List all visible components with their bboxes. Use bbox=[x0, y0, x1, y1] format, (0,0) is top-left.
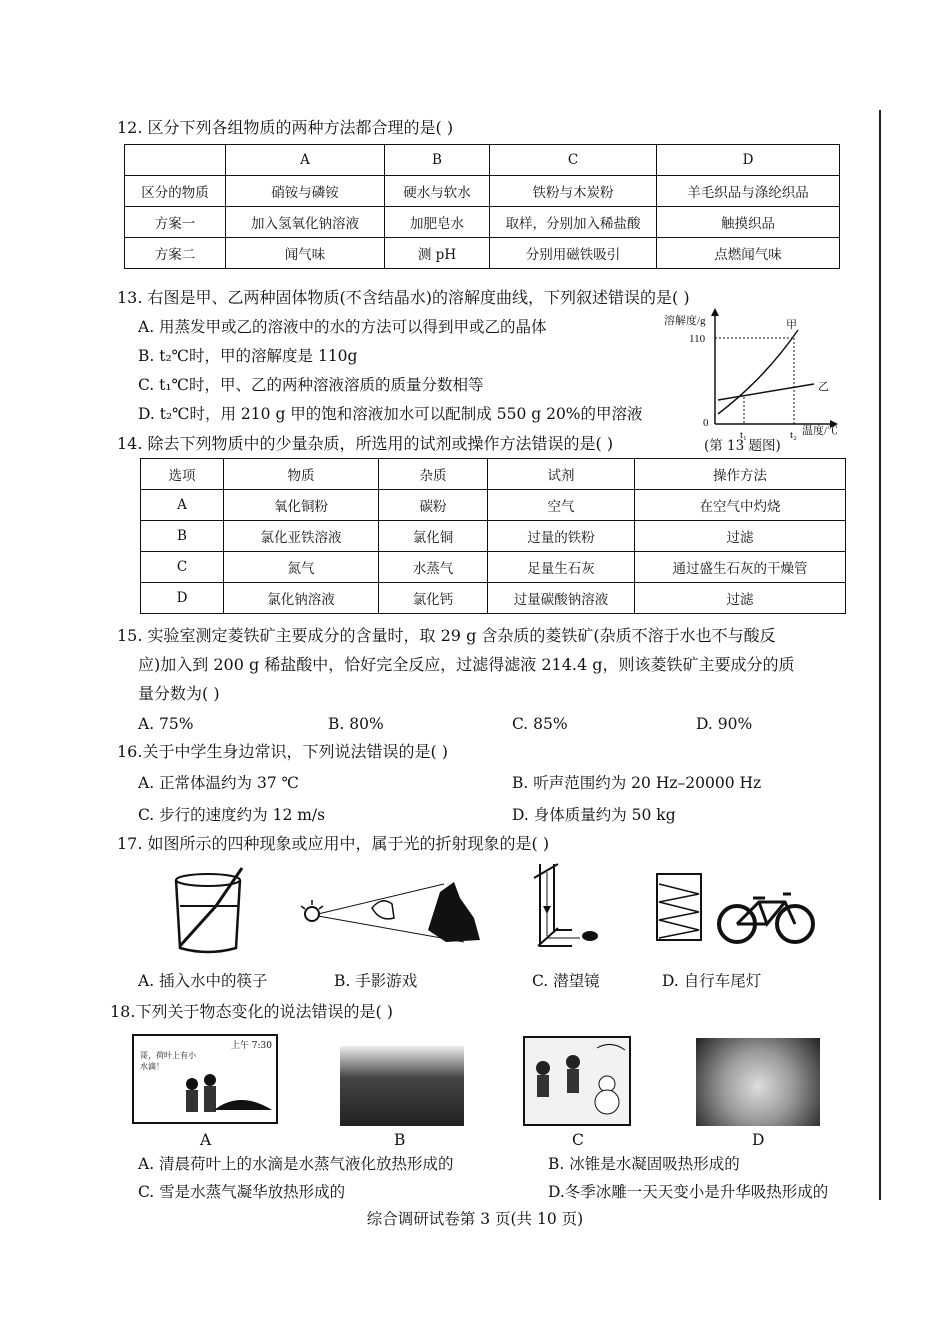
table-cell: 氯化铜 bbox=[379, 521, 488, 552]
table-cell: 杂质 bbox=[379, 459, 488, 490]
table-cell: 闻气味 bbox=[226, 238, 385, 269]
table-row bbox=[141, 521, 846, 552]
page-footer: 综合调研试卷第 3 页(共 10 页) bbox=[366, 1210, 584, 1228]
table-cell: C bbox=[141, 552, 224, 583]
table-cell: 测 pH bbox=[385, 238, 490, 269]
q18-option-d: D.冬季冰雕一天天变小是升华吸热形成的 bbox=[548, 1183, 829, 1201]
table-row bbox=[141, 583, 846, 614]
table-cell: 氮气 bbox=[224, 552, 379, 583]
table-row bbox=[125, 238, 840, 269]
q13-option-a: A. 用蒸发甲或乙的溶液中的水的方法可以得到甲或乙的晶体 bbox=[138, 318, 547, 336]
ice-sculpture-image bbox=[696, 1038, 820, 1126]
table-row bbox=[125, 207, 840, 238]
q18-stem: 18.下列关于物态变化的说法错误的是( ) bbox=[110, 1002, 394, 1021]
q18-option-c: C. 雪是水蒸气凝华放热形成的 bbox=[138, 1183, 346, 1201]
q15-line1: 15. 实验室测定菱铁矿主要成分的含量时，取 29 g 含杂质的菱铁矿(杂质不溶于水也不与酸反 bbox=[117, 626, 776, 645]
table-row bbox=[141, 459, 846, 490]
curve-yi bbox=[718, 384, 814, 400]
snowman-image bbox=[523, 1036, 631, 1126]
table-cell: 选项 bbox=[141, 459, 224, 490]
table-cell: A bbox=[226, 145, 385, 176]
hand-shadow-image bbox=[298, 878, 488, 948]
q16-option-b: B. 听声范围约为 20 Hz–20000 Hz bbox=[512, 774, 762, 792]
x-axis-label: 温度/℃ bbox=[802, 425, 839, 437]
table-row bbox=[125, 145, 840, 176]
table-cell: 碳粉 bbox=[379, 490, 488, 521]
icicle-image bbox=[340, 1046, 464, 1126]
q13-chart-caption: (第 13 题图) bbox=[704, 438, 781, 454]
table-cell: 硬水与软水 bbox=[385, 176, 490, 207]
table-cell: 过量碳酸钠溶液 bbox=[488, 583, 635, 614]
time-label: 上午 7:30 bbox=[230, 1041, 272, 1051]
t1-label: t₁ bbox=[740, 429, 747, 441]
beaker-chopstick-image bbox=[168, 866, 248, 956]
q17-caption-c: C. 潜望镜 bbox=[532, 972, 600, 990]
table-cell: 方案二 bbox=[125, 238, 226, 269]
q15-option-c: C. 85% bbox=[512, 715, 568, 733]
bicycle-reflector-image bbox=[655, 872, 820, 948]
table-cell: 分别用磁铁吸引 bbox=[490, 238, 657, 269]
table-cell: D bbox=[657, 145, 840, 176]
q12-stem: 12. 区分下列各组物质的两种方法都合理的是( ) bbox=[117, 118, 454, 137]
t2-label: t₂ bbox=[790, 429, 797, 441]
series-label-jia: 甲 bbox=[786, 319, 797, 331]
table-row bbox=[125, 176, 840, 207]
table-cell: 铁粉与木炭粉 bbox=[490, 176, 657, 207]
q17-caption-b: B. 手影游戏 bbox=[334, 972, 418, 990]
q13-option-c: C. t₁℃时，甲、乙的两种溶液溶质的质量分数相等 bbox=[138, 376, 484, 394]
table-cell: 水蒸气 bbox=[379, 552, 488, 583]
table-cell: 取样，分别加入稀盐酸 bbox=[490, 207, 657, 238]
table-cell bbox=[125, 145, 226, 176]
table-cell: C bbox=[490, 145, 657, 176]
table-cell: 空气 bbox=[488, 490, 635, 521]
q17-caption-d: D. 自行车尾灯 bbox=[662, 972, 762, 990]
q16-option-d: D. 身体质量约为 50 kg bbox=[512, 806, 676, 824]
q18-img-letter-d: D bbox=[752, 1131, 765, 1149]
table-cell: 方案一 bbox=[125, 207, 226, 238]
table-cell: 加入氢氧化钠溶液 bbox=[226, 207, 385, 238]
table-cell: 氯化亚铁溶液 bbox=[224, 521, 379, 552]
table-cell: B bbox=[385, 145, 490, 176]
table-cell: 羊毛织品与涤纶织品 bbox=[657, 176, 840, 207]
table-cell: 点燃闻气味 bbox=[657, 238, 840, 269]
table-row bbox=[141, 490, 846, 521]
table-cell: 触摸织品 bbox=[657, 207, 840, 238]
q18-img-letter-c: C bbox=[572, 1131, 584, 1149]
table-cell: D bbox=[141, 583, 224, 614]
q18-option-a: A. 清晨荷叶上的水滴是水蒸气液化放热形成的 bbox=[138, 1155, 454, 1173]
table-cell: 操作方法 bbox=[635, 459, 846, 490]
q15-line3: 量分数为( ) bbox=[138, 684, 220, 703]
q14-stem: 14. 除去下列物质中的少量杂质，所选用的试剂或操作方法错误的是( ) bbox=[117, 434, 614, 453]
y-axis-label: 溶解度/g bbox=[664, 315, 706, 327]
q18-option-b: B. 冰锥是水凝固吸热形成的 bbox=[548, 1155, 740, 1173]
q15-option-a: A. 75% bbox=[138, 715, 194, 733]
table-cell: 在空气中灼烧 bbox=[635, 490, 846, 521]
curve-jia bbox=[718, 330, 798, 414]
q15-option-b: B. 80% bbox=[328, 715, 384, 733]
table-cell: 过量的铁粉 bbox=[488, 521, 635, 552]
q17-caption-a: A. 插入水中的筷子 bbox=[138, 972, 268, 990]
dew-lotus-image bbox=[132, 1034, 278, 1124]
q18-img-letter-b: B bbox=[394, 1131, 406, 1149]
table-cell: 过滤 bbox=[635, 583, 846, 614]
q16-stem: 16.关于中学生身边常识，下列说法错误的是( ) bbox=[117, 742, 449, 761]
q14-table bbox=[140, 458, 846, 614]
origin-label: 0 bbox=[703, 417, 709, 429]
y-arrow-icon bbox=[711, 308, 719, 316]
q16-option-a: A. 正常体温约为 37 ℃ bbox=[138, 774, 299, 792]
table-cell: 区分的物质 bbox=[125, 176, 226, 207]
y-tick-110: 110 bbox=[689, 333, 706, 345]
speech-bubble: 哥，荷叶上有小水滴！ bbox=[140, 1051, 196, 1071]
q15-option-d: D. 90% bbox=[696, 715, 753, 733]
q12-table bbox=[124, 144, 840, 269]
periscope-image bbox=[530, 862, 610, 952]
q16-option-c: C. 步行的速度约为 12 m/s bbox=[138, 806, 326, 824]
table-cell: 通过盛生石灰的干燥管 bbox=[635, 552, 846, 583]
q13-stem: 13. 右图是甲、乙两种固体物质(不含结晶水)的溶解度曲线，下列叙述错误的是( ) bbox=[117, 288, 690, 307]
q13-option-b: B. t₂℃时，甲的溶解度是 110g bbox=[138, 347, 358, 365]
series-label-yi: 乙 bbox=[818, 381, 829, 393]
table-cell: 氯化钙 bbox=[379, 583, 488, 614]
q17-stem: 17. 如图所示的四种现象或应用中，属于光的折射现象的是( ) bbox=[117, 834, 550, 853]
q18-img-letter-a: A bbox=[200, 1131, 212, 1149]
table-cell: 氧化铜粉 bbox=[224, 490, 379, 521]
q15-line2: 应)加入到 200 g 稀盐酸中，恰好完全反应，过滤得滤液 214.4 g，则该菱铁矿主要成分的质 bbox=[138, 655, 795, 674]
table-cell: A bbox=[141, 490, 224, 521]
table-cell: 硝铵与磷铵 bbox=[226, 176, 385, 207]
table-cell: 过滤 bbox=[635, 521, 846, 552]
table-cell: 加肥皂水 bbox=[385, 207, 490, 238]
table-cell: 物质 bbox=[224, 459, 379, 490]
table-cell: 氯化钠溶液 bbox=[224, 583, 379, 614]
margin-line bbox=[879, 110, 881, 1200]
table-cell: 足量生石灰 bbox=[488, 552, 635, 583]
table-cell: 试剂 bbox=[488, 459, 635, 490]
table-row bbox=[141, 552, 846, 583]
q13-option-d: D. t₂℃时，用 210 g 甲的饱和溶液加水可以配制成 550 g 20%的甲溶液 bbox=[138, 405, 643, 423]
table-cell: B bbox=[141, 521, 224, 552]
